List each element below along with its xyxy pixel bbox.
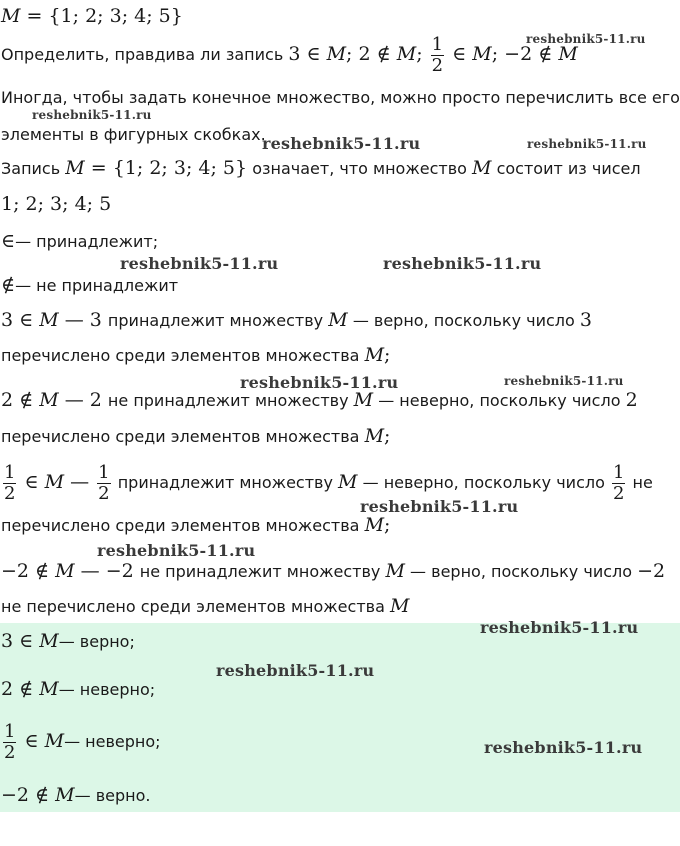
- set-elements: {1; 2; 3; 4; 5}: [112, 157, 248, 179]
- belongs-text: — принадлежит;: [15, 232, 159, 251]
- explanation-text: — неверно, поскольку число: [378, 391, 621, 410]
- watermark: reshebnik5-11.ru: [504, 374, 624, 388]
- explanation-text: — верно, поскольку число: [352, 311, 575, 330]
- intro-line-2: элементы в фигурных скобках.: [1, 125, 266, 144]
- set-elements: {1; 2; 3; 4; 5}: [48, 5, 183, 27]
- watermark: reshebnik5-11.ru: [480, 618, 639, 637]
- answer-2: 2 ∉ M— неверно;: [1, 678, 156, 700]
- watermark: reshebnik5-11.ru: [360, 497, 519, 516]
- explanation-text: — неверно, поскольку число: [362, 473, 605, 492]
- explanation-text: перечислено среди элементов множества: [1, 516, 360, 535]
- belongs-line: ∈— принадлежит;: [1, 230, 159, 252]
- explanation-text: не перечислено среди элементов множества: [1, 597, 385, 616]
- fraction: $\frac{1}{2}$: [612, 462, 625, 504]
- explanation-text: перечислено среди элементов множества: [1, 427, 360, 446]
- record-word: Запись: [1, 159, 61, 178]
- fraction: $\frac{1}{2}$: [4, 462, 16, 504]
- means-text: означает, что множество: [252, 159, 467, 178]
- watermark: reshebnik5-11.ru: [262, 134, 421, 153]
- answer-1: 3 ∈ M— верно;: [1, 630, 135, 652]
- explanation-2: 2 ∉ M — 2 не принадлежит множеству M — неверно, поскольку число 2: [1, 389, 638, 411]
- answer-text: — неверно;: [58, 680, 156, 699]
- explanation-3: $\frac{1}{2}$ ∈ M — $\frac{1}{2}$ принадлежит множеству M — неверно, поскольку число $\frac{1}{2}$ не: [4, 462, 653, 504]
- intro-line-1: Иногда, чтобы задать конечное множество, можно просто перечислить все его: [1, 88, 680, 107]
- explanation-text: принадлежит множеству: [117, 473, 333, 492]
- question-line: Определить, правдива ли запись 3 ∈ M; 2 ∉ M; $\frac{1}{2}$ ∈ M; −2 ∉ M: [1, 34, 578, 76]
- explanation-text: принадлежит множеству: [107, 311, 324, 330]
- answer-4: −2 ∉ M— верно.: [1, 784, 151, 806]
- watermark: reshebnik5-11.ru: [240, 373, 399, 392]
- explanation-text: не принадлежит множеству: [139, 562, 381, 581]
- record-line: Запись M = {1; 2; 3; 4; 5} означает, что множество M состоит из чисел: [1, 157, 641, 179]
- not-belongs-line: ∉— не принадлежит: [1, 274, 179, 296]
- fraction: $\frac{1}{2}$: [4, 721, 16, 763]
- explanation-1-line-2: перечислено среди элементов множества M;: [1, 344, 391, 366]
- explanation-4: −2 ∉ M — −2 не принадлежит множеству M — верно, поскольку число −2: [1, 560, 666, 582]
- watermark: reshebnik5-11.ru: [32, 108, 152, 122]
- fraction: $\frac{1}{2}$: [431, 34, 444, 76]
- explanation-text: не: [632, 473, 653, 492]
- fraction: $\frac{1}{2}$: [98, 462, 110, 504]
- watermark: reshebnik5-11.ru: [120, 254, 279, 273]
- explanation-3-line-2: перечислено среди элементов множества M;: [1, 514, 391, 536]
- watermark: reshebnik5-11.ru: [527, 137, 647, 151]
- consists-text: состоит из чисел: [496, 159, 641, 178]
- explanation-text: перечислено среди элементов множества: [1, 346, 360, 365]
- explanation-4-line-2: не перечислено среди элементов множества M: [1, 595, 410, 617]
- answer-text: — неверно;: [64, 732, 161, 751]
- question-text: Определить, правдива ли запись: [1, 45, 284, 64]
- set-definition: M = {1; 2; 3; 4; 5}: [1, 5, 183, 27]
- watermark: reshebnik5-11.ru: [526, 32, 646, 46]
- answer-text: — верно.: [74, 786, 151, 805]
- not-belongs-text: — не принадлежит: [15, 276, 179, 295]
- explanation-2-line-2: перечислено среди элементов множества M;: [1, 425, 391, 447]
- watermark: reshebnik5-11.ru: [383, 254, 542, 273]
- answer-box: [0, 623, 680, 812]
- watermark: reshebnik5-11.ru: [484, 738, 643, 757]
- watermark: reshebnik5-11.ru: [97, 541, 256, 560]
- explanation-text: — верно, поскольку число: [410, 562, 633, 581]
- explanation-text: не принадлежит множеству: [107, 391, 349, 410]
- answer-3: $\frac{1}{2}$ ∈ M— неверно;: [4, 721, 161, 763]
- watermark: reshebnik5-11.ru: [216, 661, 375, 680]
- answer-text: — верно;: [58, 632, 135, 651]
- explanation-1: 3 ∈ M — 3 принадлежит множеству M — верно, поскольку число 3: [1, 309, 592, 331]
- elements-list: 1; 2; 3; 4; 5: [1, 193, 112, 215]
